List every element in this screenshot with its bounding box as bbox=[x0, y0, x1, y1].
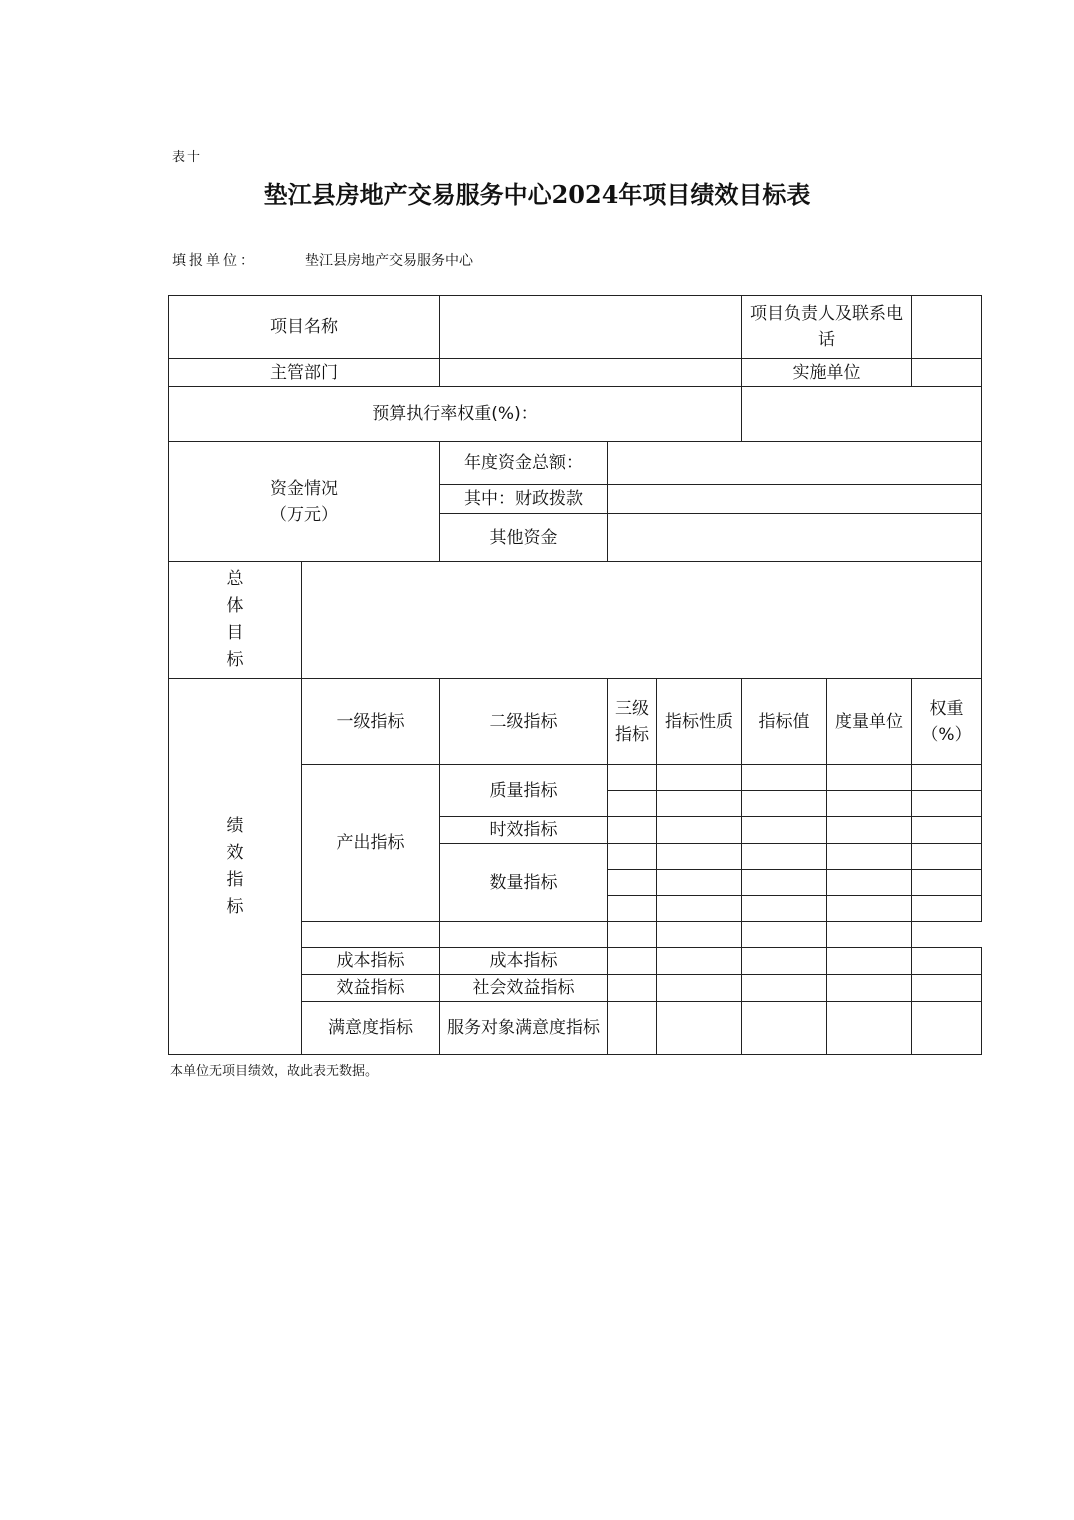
table-cell bbox=[912, 948, 982, 975]
table-cell bbox=[742, 896, 827, 922]
header-level1: 一级指标 bbox=[302, 679, 440, 765]
filler-unit-row bbox=[172, 250, 473, 270]
quantity-indicator-label: 数量指标 bbox=[440, 844, 608, 922]
table-cell bbox=[912, 765, 982, 791]
header-unit: 度量单位 bbox=[827, 679, 912, 765]
funds-unit-text: （万元） bbox=[270, 504, 338, 525]
cost-indicator-l1: 成本指标 bbox=[302, 948, 440, 975]
table-cell bbox=[827, 975, 912, 1002]
table-cell bbox=[608, 975, 657, 1002]
table-cell bbox=[827, 817, 912, 844]
header-level3: 三级指标 bbox=[608, 679, 657, 765]
table-cell bbox=[657, 870, 742, 896]
table-cell bbox=[657, 948, 742, 975]
perf-indicators-text: 绩 效 指 标 bbox=[226, 815, 244, 917]
contact-value bbox=[912, 296, 982, 359]
header-weight: 权重（%） bbox=[912, 679, 982, 765]
quality-indicator-label: 质量指标 bbox=[440, 765, 608, 817]
output-indicator-label: 产出指标 bbox=[302, 765, 440, 922]
table-cell bbox=[608, 896, 657, 922]
table-cell bbox=[827, 844, 912, 870]
fiscal-label: 其中：财政拨款 bbox=[440, 485, 608, 514]
dept-label: 主管部门 bbox=[169, 359, 440, 387]
impl-unit-label: 实施单位 bbox=[742, 359, 912, 387]
table-cell bbox=[657, 1002, 742, 1055]
fiscal-value bbox=[608, 485, 982, 514]
funds-label bbox=[169, 442, 440, 562]
satisfaction-indicator-l1: 满意度指标 bbox=[302, 1002, 440, 1055]
table-cell bbox=[608, 791, 657, 817]
table-cell bbox=[912, 870, 982, 896]
table-cell bbox=[608, 870, 657, 896]
impl-unit-value bbox=[912, 359, 982, 387]
annual-total-value bbox=[608, 442, 982, 485]
table-cell bbox=[742, 948, 827, 975]
filler-unit-label: 填报单位： bbox=[172, 253, 257, 269]
table-cell bbox=[827, 922, 912, 948]
table-cell bbox=[608, 948, 657, 975]
table-cell bbox=[657, 844, 742, 870]
table-cell bbox=[657, 975, 742, 1002]
table-cell bbox=[912, 791, 982, 817]
project-name-value bbox=[440, 296, 742, 359]
other-funds-label: 其他资金 bbox=[440, 514, 608, 562]
table-cell bbox=[742, 765, 827, 791]
table-cell bbox=[608, 922, 657, 948]
table-cell bbox=[608, 765, 657, 791]
table-cell bbox=[608, 817, 657, 844]
header-value: 指标值 bbox=[742, 679, 827, 765]
funds-label-text: 资金情况 bbox=[270, 478, 338, 499]
overall-goal-value bbox=[302, 562, 982, 679]
dept-value bbox=[440, 359, 742, 387]
table-cell bbox=[912, 1002, 982, 1055]
overall-goal-label bbox=[169, 562, 302, 679]
annual-total-label: 年度资金总额： bbox=[440, 442, 608, 485]
perf-indicators-label bbox=[169, 679, 302, 1055]
table-cell bbox=[657, 791, 742, 817]
other-funds-value bbox=[608, 514, 982, 562]
table-cell bbox=[912, 896, 982, 922]
table-cell bbox=[742, 975, 827, 1002]
benefit-indicator-l2: 社会效益指标 bbox=[440, 975, 608, 1002]
table-cell bbox=[912, 975, 982, 1002]
table-number: 表十 bbox=[172, 150, 203, 165]
project-name-label: 项目名称 bbox=[169, 296, 440, 359]
table-cell bbox=[657, 922, 742, 948]
overall-goal-text: 总 体 目 标 bbox=[226, 569, 244, 670]
header-nature: 指标性质 bbox=[657, 679, 742, 765]
table-cell bbox=[827, 870, 912, 896]
table-cell bbox=[608, 844, 657, 870]
satisfaction-indicator-l2: 服务对象满意度指标 bbox=[440, 1002, 608, 1055]
table-cell bbox=[302, 922, 440, 948]
table-cell bbox=[742, 817, 827, 844]
table-cell bbox=[440, 922, 608, 948]
filler-unit-value: 垫江县房地产交易服务中心 bbox=[305, 253, 473, 269]
table-cell bbox=[827, 791, 912, 817]
budget-weight-value bbox=[742, 387, 982, 442]
budget-weight-label: 预算执行率权重(%)： bbox=[169, 387, 742, 442]
table-cell bbox=[608, 1002, 657, 1055]
contact-label: 项目负责人及联系电话 bbox=[742, 296, 912, 359]
footer-note: 本单位无项目绩效，故此表无数据。 bbox=[170, 1064, 379, 1079]
table-cell bbox=[657, 765, 742, 791]
table-cell bbox=[912, 844, 982, 870]
benefit-indicator-l1: 效益指标 bbox=[302, 975, 440, 1002]
table-cell bbox=[827, 948, 912, 975]
table-cell bbox=[827, 765, 912, 791]
timeliness-indicator-label: 时效指标 bbox=[440, 817, 608, 844]
table-cell bbox=[657, 817, 742, 844]
table-cell bbox=[742, 791, 827, 817]
page-title: 垫江县房地产交易服务中心2024年项目绩效目标表 bbox=[263, 180, 811, 209]
table-cell bbox=[742, 844, 827, 870]
header-level2: 二级指标 bbox=[440, 679, 608, 765]
table-cell bbox=[912, 817, 982, 844]
table-cell bbox=[742, 870, 827, 896]
cost-indicator-l2: 成本指标 bbox=[440, 948, 608, 975]
performance-target-table bbox=[168, 295, 982, 1055]
table-cell bbox=[657, 896, 742, 922]
table-cell bbox=[742, 1002, 827, 1055]
table-cell bbox=[827, 896, 912, 922]
table-cell bbox=[742, 922, 827, 948]
table-cell bbox=[827, 1002, 912, 1055]
